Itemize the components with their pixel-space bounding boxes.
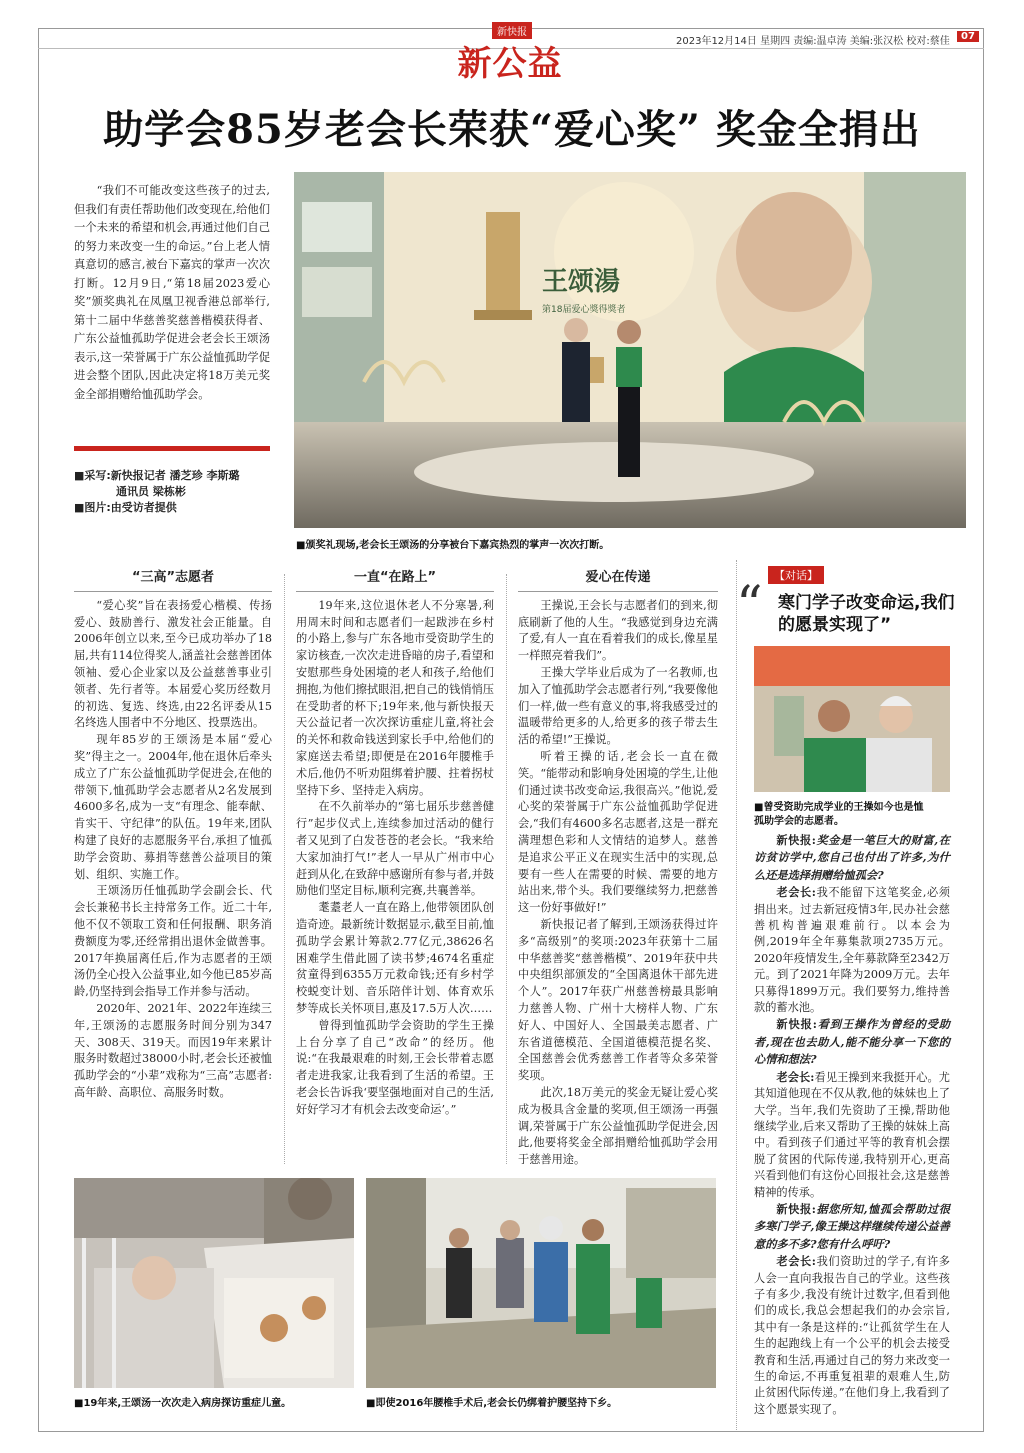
column-2-paragraph: 曾得到恤孤助学会资助的学生王操上台分享了自己“改命”的经历。他说:“在我最艰难的时刻,王会长带着志愿者走进我家,让我看到了生活的希望。王老会长告诉我‘要坚强地面对自己的生活,好好学习才有机会去改变命运’。”: [296, 1018, 494, 1116]
column-1-paragraph: 王颂汤历任恤孤助学会副会长、代会长兼秘书长主持常务工作。近二十年,他不仅不领取工资和任何报酬、职务消费额度为零,还经常捐出退休金做善事。2017年换届离任后,作为志愿者的王颂汤仍全心投入公益事业,如今他已85岁高龄,仍坚持到会指导工作并参与活动。: [74, 884, 272, 999]
main-photo-caption: ■颁奖礼现场,老会长王颂汤的分享被台下嘉宾热烈的掌声一次次打断。: [296, 540, 610, 551]
column-1-paragraph: “爱心奖”旨在表扬爱心楷模、传扬爱心、鼓励善行、激发社会正能量。自2006年创立以来,至今已成功举办了18届,共有114位得奖人,涵盖社会慈善团体领袖、爱心企业家以及公益慈善事业引领者、先行者等。本届爱心奖历经数月的初选、复选、终选,由22名评委从15名终选人围者中不分地区、投票选出。: [74, 598, 272, 730]
dialog-qa: [754, 832, 950, 1418]
headline: 助学会85岁老会长荣获“爱心奖” 奖金全捐出: [103, 106, 921, 153]
qa-speaker: 老会长:: [776, 1069, 815, 1084]
column-1-paragraph: 现年85岁的王颂汤是本届“爱心奖”得主之一。2004年,他在退休后牵头成立了广东公益恤孤助学促进会,在他的带领下,恤孤助学会志愿者从2名发展到4600多名,成为一支“有理念、能奉献、肯实干、守纪律”的队伍。19年来,团队构建了良好的志愿服务平台,承担了恤孤助学会资助、募捐等慈善公益项目的策划、组织、实施工作。: [74, 733, 272, 881]
dateline: 2023年12月14日 星期四 责编:温卓涛 美编:张汉松 校对:蔡佳: [676, 36, 950, 47]
qa-speaker: 新快报:: [776, 1017, 817, 1032]
village-visit-photo: [366, 1178, 716, 1388]
qa-item: [754, 832, 950, 884]
qa-speaker: 老会长:: [776, 885, 816, 900]
column-2-heading-rule: [296, 591, 494, 592]
column-1-paragraph: 2020年、2021年、2022年连续三年,王颂汤的志愿服务时间分别为347天、308天、319天。而因19年来累计服务时数超过38000小时,老会长还被恤孤助学会的“小辈”戏称为“三高”志愿者:高年龄、高职位、高服务时数。: [74, 1001, 272, 1099]
page-number: 07: [957, 31, 979, 42]
column-2: [296, 570, 494, 1162]
lead-rule: [74, 446, 270, 451]
qa-speaker: 新快报:: [776, 833, 816, 847]
wang-cao-caption-line-2: 孤助学会的志愿者。: [754, 816, 844, 827]
column-2-paragraph: 19年来,这位退休老人不分寒暑,利用周末时间和志愿者们一起跋涉在乡村的小路上,参与广东各地市受资助学生的家访核查,一次次走进昏暗的房子,看望和安慰那些身处困境的老人和孩子,给他们拥抱,为他们擦拭眼泪,把自己的钱悄悄压在受助者的杯下;19年来,他与新快报天天公益记者一次次探访重症儿童,将社会的关怀和救命钱送到家长手中,给他们的家庭送去希望;即便是在2016年腰椎手术后,他仍不听劝阻绑着护腰、拄着拐杖坚持下乡、坚持走入病房。: [296, 598, 494, 797]
qa-answer: 看见王操到来我挺开心。尤其知道他现在不仅从教,他的妹妹也上了大学。当年,我们先资助了王操,帮助他继续学业,后来又帮助了王操的妹妹上高中。看到孩子们通过平等的教育机会摆脱了贫困的代际传递,我特别开心,更高兴看到他们有这份心回报社会,这是慈善精神的传承。: [754, 1070, 950, 1199]
qa-item: [754, 884, 950, 1016]
qa-item: [754, 1069, 950, 1201]
wang-cao-caption-line-1: ■曾受资助完成学业的王操如今也是恤: [754, 802, 924, 813]
qa-item: [754, 1253, 950, 1418]
column-2-heading: 一直“在路上”: [353, 570, 437, 585]
village-visit-caption: ■即使2016年腰椎手术后,老会长仍绑着护腰坚持下乡。: [366, 1398, 618, 1409]
column-3-paragraph: 王操大学毕业后成为了一名教师,也加入了恤孤助学会志愿者行列,“我要像他们一样,做一些有意义的事,将我感受过的温暖带给更多的人,给更多的孩子带去生活的希望!”王操说。: [518, 665, 718, 747]
lead-paragraph: “我们不可能改变这些孩子的过去,但我们有责任帮助他们改变现在,给他们一个未来的希望和机会,再通过他们自己的努力来改变一生的命运。”台上老人情真意切的感言,被台下嘉宾的掌声一次次打断。12月9日,“第18届2023爱心奖”颁奖典礼在凤凰卫视香港总部举行,第十二届中华慈善奖慈善楷模获得者、广东公益恤孤助学促进会老会长王颂汤表示,这一荣誉属于广东公益恤孤助学促进会整个团队,因此决定将18万美元奖金全部捐赠给恤孤助学会。: [74, 184, 270, 401]
column-3-heading: 爱心在传递: [585, 570, 651, 585]
source-tag: 新快报: [492, 22, 532, 39]
wang-cao-photo: [754, 646, 950, 792]
qa-speaker: 新快报:: [776, 1201, 816, 1216]
screen-subtitle: 第18届爱心獎得獎者: [542, 305, 626, 315]
column-1: [74, 570, 272, 1162]
award-ceremony-photo: [294, 172, 966, 528]
screen-name: 王颂湯: [542, 267, 621, 297]
column-3-paragraph: 此次,18万美元的奖金无疑让爱心奖成为极具含金量的奖项,但王颂汤一再强调,荣誉属于广东公益恤孤助学促进会,因此,他要将奖金全部捐赠给恤孤助学会用于慈善用途。: [518, 1085, 718, 1167]
qa-speaker: 老会长:: [776, 1254, 816, 1269]
hospital-visit-caption: ■19年来,王颂汤一次次走入病房探访重症儿童。: [74, 1398, 292, 1409]
column-divider: [506, 574, 507, 1164]
column-3-paragraph: 听着王操的话,老会长一直在微笑。“能带动和影响身处困境的学生,让他们通过读书改变命运,我很高兴。”他说,爱心奖的荣誉属于广东公益恤孤助学促进会,“我们有4600多名志愿者,这是一群充满理想色彩和人文情结的追梦人。慈善是追求公平正义在现实生活中的实现,总要有一些人在需要的时候、需要的地方站出来,带个头。我们要继续努力,把慈善这一份好事做好!”: [518, 749, 718, 915]
column-2-paragraph: 耄耋老人一直在路上,他带领团队创造奇迹。最新统计数据显示,截至目前,恤孤助学会累计筹款2.77亿元,38626名困难学生借此圆了读书梦;4674名重症贫童得到6355万元救命钱;还有乡村学校蜕变计划、音乐陪伴计划、体育欢乐梦等成长关怀项目,惠及17.5万人次……: [296, 901, 494, 1015]
qa-question: 据您所知,恤孤会帮助过很多寒门学子,像王操这样继续传递公益善意的多不多?您有什么呼吁?: [754, 1201, 950, 1251]
qa-question: 看到王操作为曾经的受助者,现在也去助人,能不能分享一下您的心情和想法?: [754, 1017, 950, 1067]
column-divider: [284, 574, 285, 1164]
qa-question: 奖金是一笔巨大的财富,在访贫访学中,您自己也付出了许多,为什么还是选择捐赠给恤孤会?: [754, 833, 950, 882]
column-divider: [736, 560, 737, 1430]
qa-item: [754, 1016, 950, 1068]
column-3-paragraph: 王操说,王会长与志愿者们的到来,彻底刷新了他的人生。“我感觉到身边充满了爱,有人一直在看着我们的成长,像星星一样照亮着我们”。: [518, 598, 718, 663]
byline-photos: ■图片:由受访者提供: [74, 501, 177, 514]
column-3: [518, 570, 718, 1167]
qa-answer: 我们资助过的学子,有许多人会一直向我报告自己的学业。这些孩子有多少,我没有统计过数字,但看到他们的成长,我总会想起我们的办会宗旨,其中有一条是这样的:“让孤贫学生在人生的起跑线上有一个公平的机会去接受教育和生活,再通过自己的努力来改变一生的命运,不再重复祖辈的艰难人生,防止贫困代际传递。”在他们身上,我看到了这个愿景实现了。: [754, 1255, 950, 1416]
column-3-paragraph: 新快报记者了解到,王颂汤获得过许多“高级别”的奖项:2023年获第十二届中华慈善奖“慈善楷模”、2019年获中共中央组织部颁发的“全国离退休干部先进个人”。2017年获广州慈善榜最具影响力慈善人物、广州十大榜样人物、广东好人、中国好人、全国最美志愿者、广东省道德模范、全国道德模范提名奖、全国慈善会优秀慈善工作者等众多荣誉奖项。: [518, 917, 718, 1083]
column-2-paragraph: 在不久前举办的“第七届乐步慈善健行”起步仪式上,连续参加过活动的健行者又见到了白发苍苍的老会长。“我来给大家加油打气!”老人一早从广州市中心赶到从化,在致辞中感谢所有参与者,并鼓励他们坚定目标,顺利完赛,共襄善举。: [296, 800, 494, 898]
byline-reporters: ■采写:新快报记者 潘芝珍 李斯璐: [74, 469, 240, 482]
column-1-heading: “三高”志愿者: [131, 570, 215, 585]
qa-answer: 我不能留下这笔奖金,必须捐出来。过去新冠疫情3年,民办社会慈善机构普遍艰难前行。以本会为例,2019年全年募集款项2735万元。2020年疫情发生,全年募款降至2342万元。到了2021年降为2009万元。去年只募得1899万元。我们要努力,维持善款的蓄水池。: [754, 886, 950, 1015]
column-3-heading-rule: [518, 591, 718, 592]
quote-mark-icon: “: [736, 576, 763, 636]
dialog-tag: 【对话】: [768, 566, 824, 584]
section-title: 新公益: [457, 44, 563, 84]
column-1-heading-rule: [74, 591, 272, 592]
hospital-visit-photo: [74, 1178, 354, 1388]
byline: [74, 468, 274, 516]
dialog-quote-title: 寒门学子改变命运,我们的愿景实现了”: [778, 593, 955, 635]
byline-correspondent: 通讯员 梁栋彬: [116, 485, 186, 498]
qa-item: [754, 1201, 950, 1253]
